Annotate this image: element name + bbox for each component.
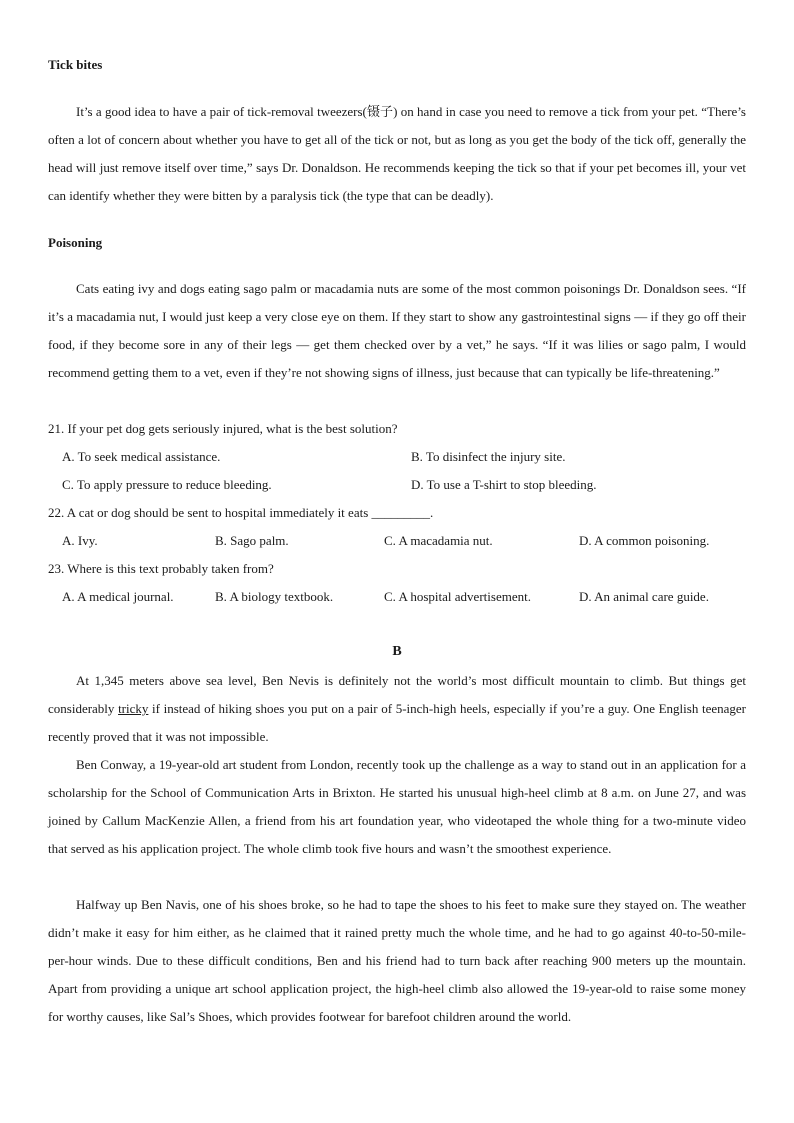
question-23-option-c[interactable]: C. A hospital advertisement. <box>384 589 531 604</box>
tick-bites-paragraph: It’s a good idea to have a pair of tick-removal tweezers(镊子) on hand in case you need to remove a tick from your pet. “There’s often a lot of concern about whether you have to get all of the tick or not, but as long as you get the body of the tick off, generally the head will just remove itself over time,” says Dr. Donaldson. He recommends keeping the tick so that if your pet becomes ill, your vet can identify whether they were bitten by a paralysis tick (the type that can be deadly). <box>48 104 746 203</box>
underlined-word-tricky: tricky <box>118 701 149 716</box>
question-23-option-d[interactable]: D. An animal care guide. <box>579 589 709 604</box>
section-b-paragraph-1 <box>48 667 746 751</box>
question-22-option-d[interactable]: D. A common poisoning. <box>579 533 710 548</box>
question-21-option-c[interactable]: C. To apply pressure to reduce bleeding. <box>62 477 272 492</box>
question-22-option-c[interactable]: C. A macadamia nut. <box>384 533 493 548</box>
question-22-option-a[interactable]: A. Ivy. <box>62 533 98 548</box>
tick-bites-heading: Tick bites <box>48 57 103 72</box>
poisoning-paragraph: Cats eating ivy and dogs eating sago palm or macadamia nuts are some of the most common poisonings Dr. Donaldson sees. “If it’s a macadamia nut, I would just keep a very close eye on them. If they start to show any gastrointestinal signs — if they go off their food, if they become sore in any of their legs — get them checked over by a vet,” he says. “If it was lilies or sago palm, I would recommend getting them to a vet, even if they’re not showing signs of illness, just because that can typically be life-threatening.” <box>48 281 746 380</box>
question-22-stem: 22. A cat or dog should be sent to hospital immediately it eats _________. <box>48 505 434 520</box>
poisoning-heading: Poisoning <box>48 235 103 250</box>
p1-text-after: if instead of hiking shoes you put on a pair of 5-inch-high heels, especially if you’re a guy. One English teenager recently proved that it was not impossible. <box>48 701 746 744</box>
p1-text-before: At 1,345 meters above sea level, Ben Nevis is definitely not the world’s most difficult mountain to climb. But things get considerably <box>48 673 746 716</box>
question-21-option-d[interactable]: D. To use a T-shirt to stop bleeding. <box>411 477 597 492</box>
question-21-option-b[interactable]: B. To disinfect the injury site. <box>411 449 566 464</box>
question-23-stem: 23. Where is this text probably taken from? <box>48 561 274 576</box>
question-22-option-b[interactable]: B. Sago palm. <box>215 533 289 548</box>
question-21-option-a[interactable]: A. To seek medical assistance. <box>62 449 221 464</box>
question-23-option-a[interactable]: A. A medical journal. <box>62 589 174 604</box>
section-b-paragraph-3: Halfway up Ben Navis, one of his shoes broke, so he had to tape the shoes to his feet to make sure they stayed on. The weather didn’t make it easy for him either, as he claimed that it rained pretty much the whole time, and he had to go against 40-to-50-mile-per-hour winds. Due to these difficult conditions, Ben and his friend had to turn back after reaching 900 meters up the mountain. Apart from providing a unique art school application project, the high-heel climb also allowed the 19-year-old to raise some money for worthy causes, like Sal’s Shoes, which provides footwear for barefoot children around the world. <box>48 897 746 1024</box>
section-b-paragraph-2: Ben Conway, a 19-year-old art student from London, recently took up the challenge as a way to stand out in an application for a scholarship for the School of Communication Arts in Brixton. He started his unusual high-heel climb at 8 a.m. on June 27, and was joined by Callum MacKenzie Allen, a friend from his art foundation year, who videotaped the whole thing for a two-minute video that served as his application project. The whole climb took five hours and wasn’t the smoothest experience. <box>48 757 746 856</box>
section-b-label: B <box>392 644 402 659</box>
question-21-stem: 21. If your pet dog gets seriously injured, what is the best solution? <box>48 421 398 436</box>
question-23-option-b[interactable]: B. A biology textbook. <box>215 589 334 604</box>
